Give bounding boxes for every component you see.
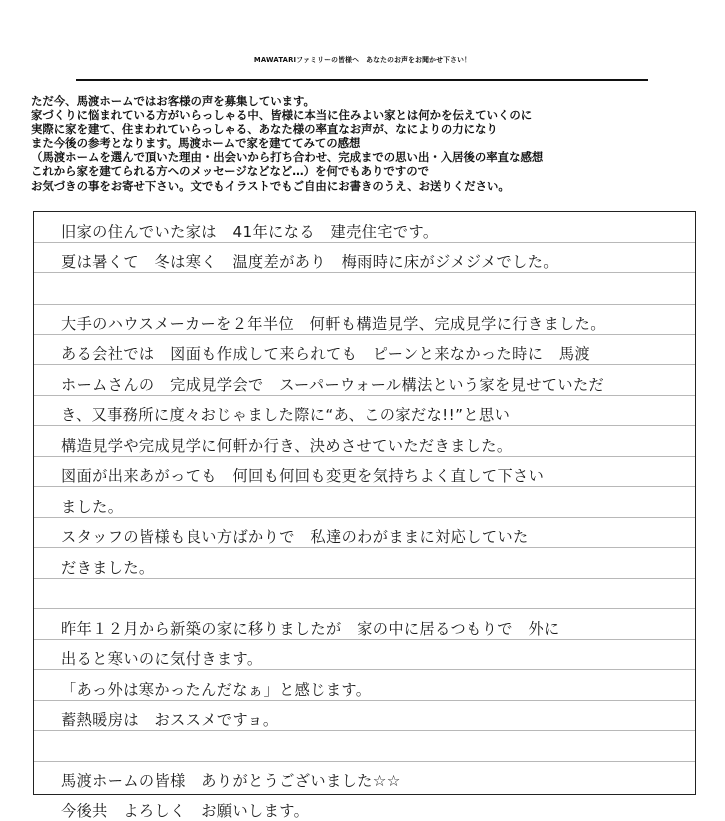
letter-line: だきました。 (61, 559, 155, 577)
intro-line: お気づきの事をお寄せ下さい。文でもイラストでもご自由にお書きのうえ、お送りください。 (31, 178, 510, 193)
letter-line: 蓄熱暖房は おススメですョ。 (61, 711, 279, 729)
ruled-line (34, 669, 695, 670)
letter-line: 昨年１２月から新築の家に移りましたが 家の中に居るつもりで 外に (61, 620, 560, 638)
letter-line: 「あっ外は寒かったんだなぁ」と感じます。 (61, 681, 372, 699)
ruled-line (34, 639, 695, 640)
letter-box (33, 211, 696, 795)
ruled-line (34, 700, 695, 701)
intro-line: ただ今、馬渡ホームではお客様の声を募集しています。 (31, 94, 315, 108)
ruled-line (34, 761, 695, 762)
ruled-line (34, 272, 695, 273)
letter-line: 大手のハウスメーカーを２年半位 何軒も構造見学、完成見学に行きました。 (61, 315, 606, 333)
ruled-line (34, 547, 695, 548)
ruled-line (34, 608, 695, 609)
ruled-line (34, 395, 695, 396)
ruled-line (34, 242, 695, 243)
intro-line: これから家を建てられる方へのメッセージなどなど…）を何でもありですので (31, 164, 429, 179)
letter-line: 馬渡ホームの皆様 ありがとうございました☆☆ (61, 772, 401, 790)
letter-line: ホームさんの 完成見学会で スーパーウォール構法という家を見せていただ (61, 376, 605, 394)
ruled-line (34, 486, 695, 487)
letter-line: 出ると寒いのに気付きます。 (61, 650, 263, 668)
title-underline (76, 79, 648, 81)
letter-line: ある会社では 図面も作成して来られても ピーンと来なかった時に 馬渡 (61, 345, 591, 363)
letter-line: き、又事務所に度々おじゃました際に“あ、この家だな!!”と思い (61, 406, 511, 424)
ruled-line (34, 456, 695, 457)
letter-line: 今後共 よろしく お願いします。 (61, 802, 310, 820)
letter-line: 旧家の住んでいた家は 41年になる 建売住宅です。 (61, 223, 439, 241)
intro-line: 実際に家を建て、住まわれていらっしゃる、あなた様の率直なお声が、なによりの力になり (31, 122, 498, 137)
letter-line: ました。 (61, 498, 124, 516)
intro-line: また今後の参考となります。馬渡ホームで家を建ててみての感想 (31, 136, 361, 151)
ruled-line (34, 334, 695, 335)
ruled-line (34, 578, 695, 579)
ruled-line (34, 304, 695, 305)
intro-line: 家づくりに悩まれている方がいらっしゃる中、皆様に本当に住みよい家とは何かを伝えていくのに (31, 108, 533, 123)
ruled-line (34, 517, 695, 518)
page-title: MAWATARIファミリーの皆様へ あなたのお声をお聞かせ下さい！ (253, 56, 472, 64)
letter-line: スタッフの皆様も良い方ばかりで 私達のわがままに対応していた (61, 528, 529, 546)
letter-line: 図面が出来あがっても 何回も何回も変更を気持ちよく直して下さい (61, 467, 545, 485)
letter-line: 夏は暑くて 冬は寒く 温度差があり 梅雨時に床がジメジメでした。 (61, 253, 559, 271)
ruled-line (34, 425, 695, 426)
letter-line: 構造見学や完成見学に何軒か行き、決めさせていただきました。 (61, 437, 513, 455)
intro-line: （馬渡ホームを選んで頂いた理由・出会いから打ち合わせ、完成までの思い出・入居後の率直な感想 (31, 150, 544, 165)
intro-text (31, 94, 711, 193)
ruled-line (34, 364, 695, 365)
ruled-line (34, 730, 695, 731)
